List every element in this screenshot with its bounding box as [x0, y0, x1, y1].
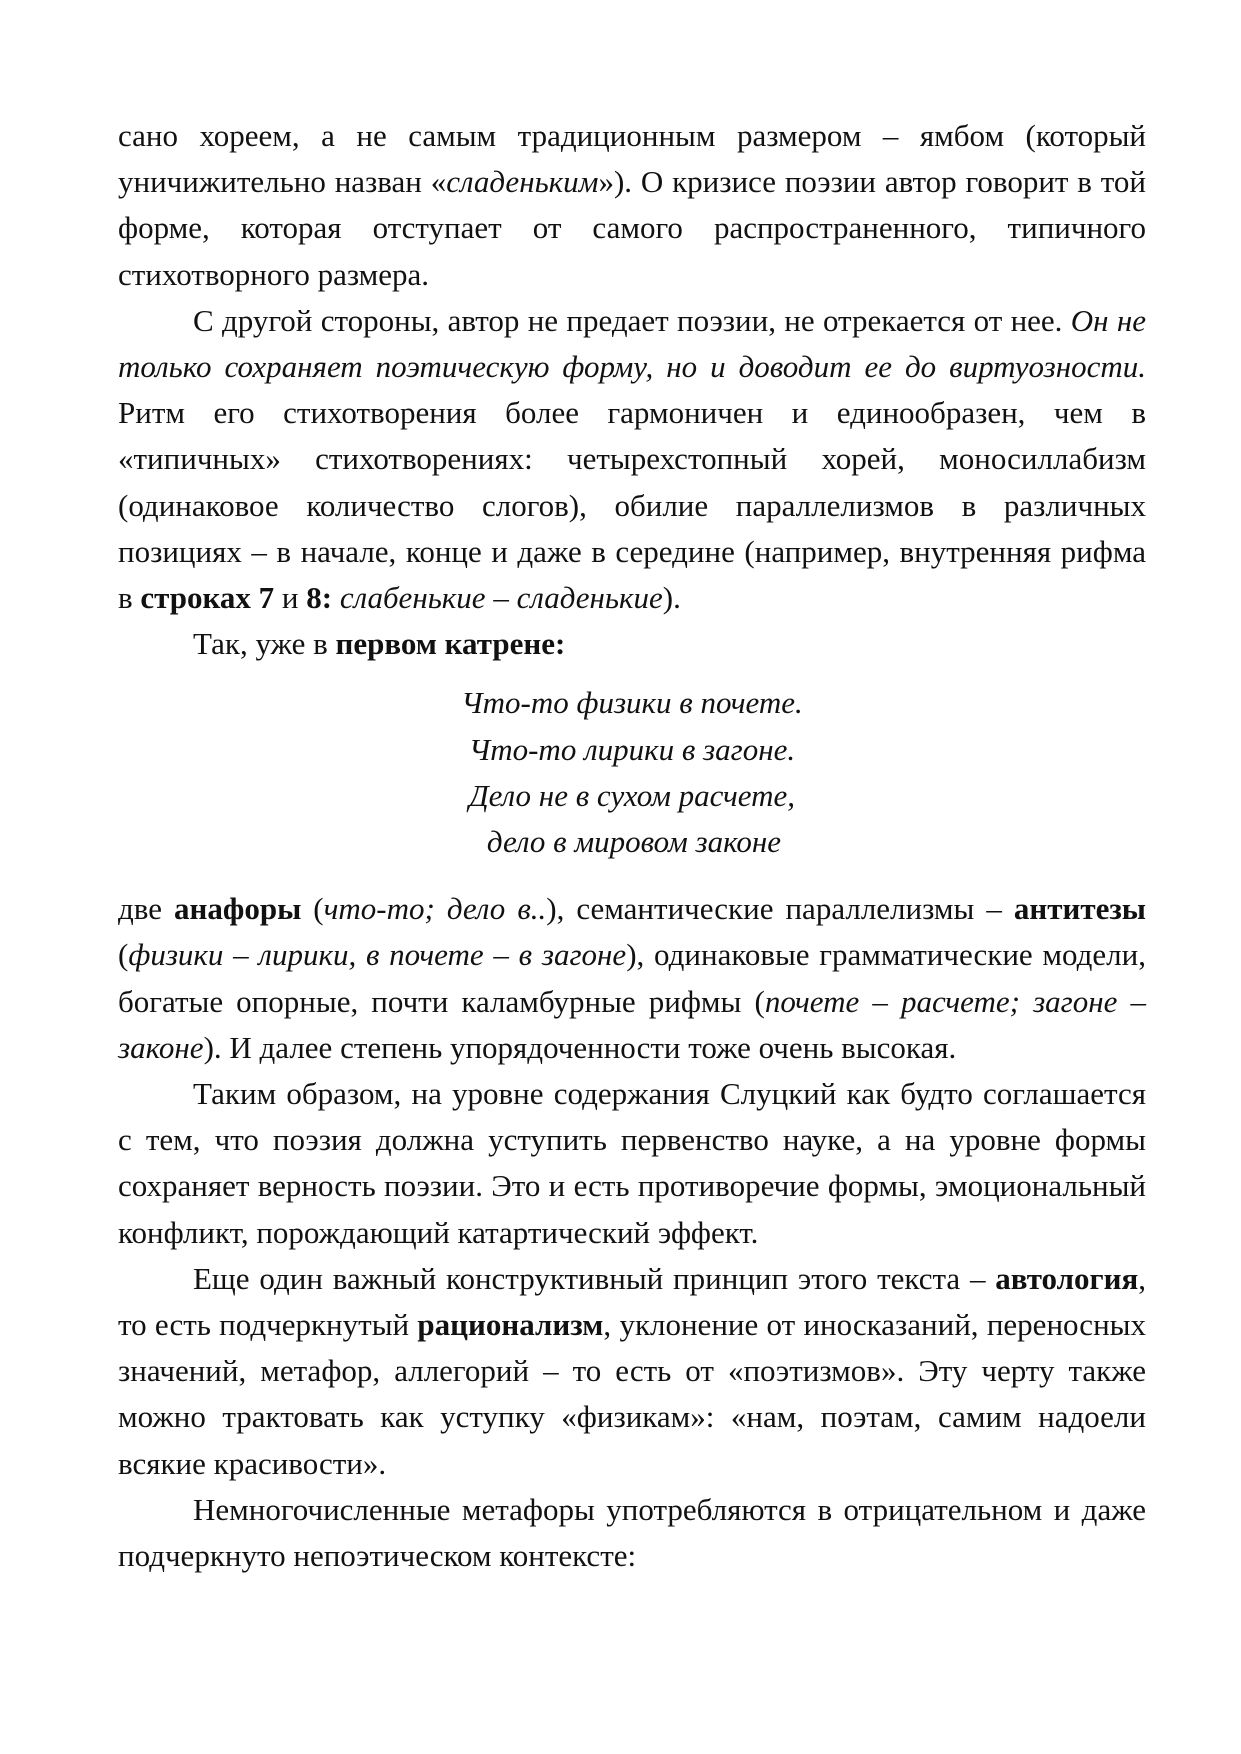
text-run: ), одинаковые грамматические модели, богатые опорные, почти каламбурные рифмы ( — [118, 937, 1146, 1019]
text-run: Еще один важный конструктивный принцип этого текста – — [193, 1260, 996, 1296]
paragraph — [118, 1256, 1146, 1487]
text-run: ). И далее степень упорядоченности тоже очень высокая. — [203, 1029, 957, 1065]
paragraph — [118, 1487, 1146, 1579]
text-run: ( — [118, 937, 129, 973]
text-run: Ритм его стихотворения более гармоничен и единообразен, чем в «типичных» стихотворениях: четырехстопный хорей, моносиллабизм (одинаковое количество слогов), обилие параллелизмов в различных позициях – в начале, конце и даже в середине (например, внутренняя рифма в — [118, 395, 1146, 616]
bold-term: анафоры — [174, 891, 302, 927]
text-run: , то есть подчеркнутый — [118, 1260, 1146, 1343]
poem-line: Что-то физики в почете. — [461, 685, 803, 721]
paragraph — [118, 621, 1146, 667]
poem-line: Дело не в сухом расчете, — [468, 777, 796, 813]
bold-term: автология — [995, 1260, 1139, 1296]
paragraph — [118, 886, 1146, 1071]
text-run: сано хореем, а не самым традиционным размером – ямбом (который уничижительно назван « — [118, 118, 1146, 200]
text-run: ), семантические параллелизмы – — [546, 891, 1014, 927]
bold-term: антитезы — [1013, 891, 1147, 927]
paragraph — [118, 1071, 1146, 1256]
paragraph — [118, 298, 1146, 621]
text-run: С другой стороны, автор не предает поэзии, не отрекается от нее. — [193, 302, 1071, 338]
text-run: Таким образом, на уровне содержания Слуцкий как будто соглашается с тем, что поэзия должна уступить первенство науке, а на уровне формы сохраняет верность поэзии. Это и есть противоречие формы, эмоциональный конфликт, порождающий катартический эффект. — [118, 1076, 1146, 1250]
text-run: Так, уже в — [193, 626, 336, 662]
text-run — [332, 580, 340, 615]
italic-quote: Он не только сохраняет поэтическую форму, но и доводит ее до виртуозности. — [118, 302, 1146, 385]
text-run: две — [118, 891, 175, 927]
bold-term: 8: — [306, 580, 333, 616]
text-run: , уклонение от иносказаний, переносных значений, метафор, аллегорий – то есть от «поэтизмов». Эту черту также можно трактовать как уступку «физикам»: «нам, поэтам, самим надоели всякие красивости». — [118, 1307, 1146, 1481]
poem-line: дело в мировом законе — [486, 824, 782, 860]
italic-quote: почете – расчете; загоне – законе — [118, 983, 1146, 1065]
body-text-after-poem — [118, 886, 1146, 1579]
text-run: ( — [301, 891, 324, 927]
book-page — [118, 113, 1146, 1579]
italic-quote: что-то; дело в.. — [323, 891, 547, 927]
bold-term: первом катрене: — [335, 626, 566, 662]
text-run: »). О кризисе поэзии автор говорит в той форме, которая отступает от самого распространенного, типичного стихотворного размера. — [118, 164, 1146, 292]
poem-line: Что-то лирики в загоне. — [468, 731, 796, 767]
quoted-quatrain — [118, 680, 1146, 865]
bold-term: строках 7 — [140, 580, 275, 616]
text-run: и — [274, 580, 307, 616]
text-run: ). — [662, 580, 681, 616]
body-text-before-poem — [118, 113, 1146, 667]
paragraph — [118, 113, 1146, 298]
italic-quote: слабенькие – сладенькие — [339, 580, 663, 616]
italic-quote: сладеньким — [446, 164, 599, 200]
italic-quote: физики – лирики, в почете – в загоне — [128, 937, 627, 973]
text-run: Немногочисленные метафоры употребляются в отрицательном и даже подчеркнуто непоэтическом контексте: — [118, 1491, 1146, 1574]
bold-term: рационализм — [417, 1307, 604, 1343]
